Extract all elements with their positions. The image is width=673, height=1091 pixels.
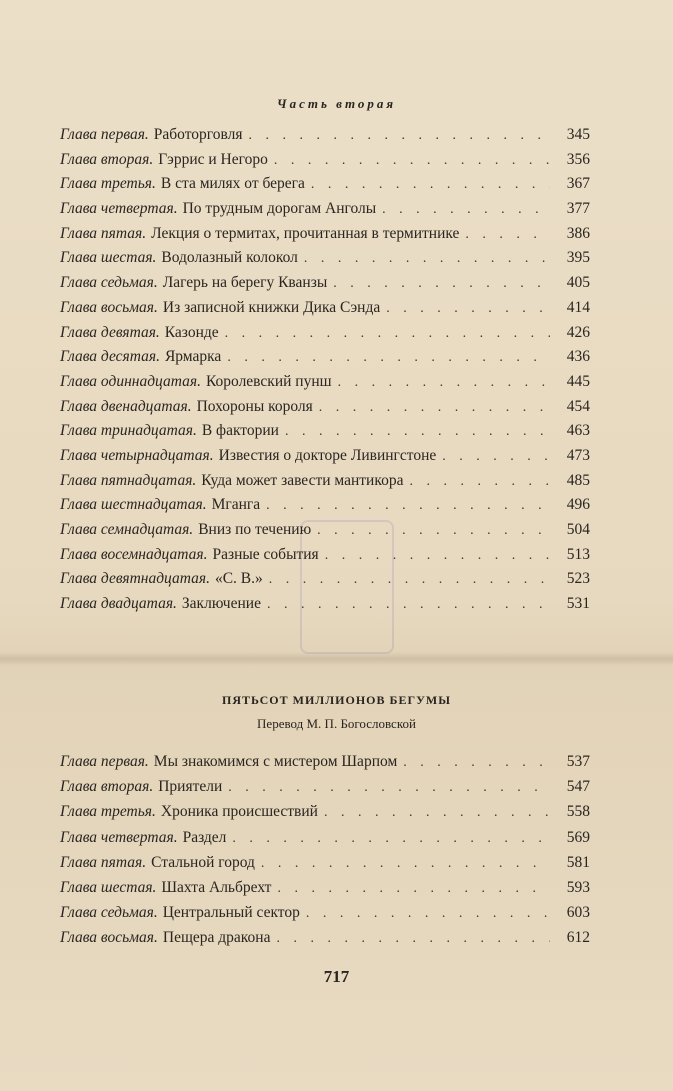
toc-entry bbox=[60, 854, 590, 879]
dot-leader bbox=[338, 375, 550, 391]
toc-entry bbox=[60, 398, 590, 423]
toc-entry bbox=[60, 373, 590, 398]
dot-leader bbox=[319, 400, 550, 416]
dot-leader bbox=[285, 424, 550, 440]
toc-entry bbox=[60, 126, 590, 151]
toc-entry bbox=[60, 929, 590, 954]
chapter-label: Глава третья. bbox=[60, 175, 156, 193]
chapter-page: 473 bbox=[566, 446, 590, 464]
toc-begum bbox=[60, 753, 590, 955]
dot-leader bbox=[274, 153, 550, 169]
chapter-title: Королевский пунш bbox=[205, 372, 332, 390]
chapter-label: Глава первая. bbox=[60, 753, 149, 770]
chapter-title: Мы знакомимся с мистером Шарпом bbox=[153, 753, 398, 770]
chapter-label: Глава пятнадцатая. bbox=[60, 471, 197, 489]
chapter-label: Глава пятая. bbox=[60, 853, 147, 871]
chapter-title: Разные события bbox=[212, 545, 319, 563]
chapter-title: Вниз по течению bbox=[198, 521, 312, 538]
chapter-label: Глава пятая. bbox=[60, 224, 147, 242]
dot-leader bbox=[261, 856, 550, 872]
dot-leader bbox=[267, 597, 550, 613]
chapter-title: Шахта Альбрехт bbox=[161, 878, 272, 896]
chapter-label: Глава шестая. bbox=[60, 249, 157, 267]
dot-leader bbox=[277, 881, 550, 897]
chapter-label: Глава девятая. bbox=[60, 323, 160, 341]
chapter-page: 569 bbox=[566, 828, 590, 846]
toc-entry bbox=[60, 151, 590, 176]
dot-leader bbox=[232, 831, 550, 847]
toc-entry bbox=[60, 753, 590, 778]
dot-leader bbox=[228, 780, 550, 796]
toc-entry bbox=[60, 274, 590, 299]
chapter-title: Водолазный колокол bbox=[161, 249, 298, 267]
chapter-title: Хроника происшествий bbox=[160, 803, 318, 821]
chapter-label: Глава десятая. bbox=[60, 348, 160, 366]
toc-entry bbox=[60, 324, 590, 349]
dot-leader bbox=[306, 906, 550, 922]
toc-entry bbox=[60, 348, 590, 373]
toc-entry bbox=[60, 521, 590, 546]
toc-entry bbox=[60, 422, 590, 447]
chapter-label: Глава шестнадцатая. bbox=[60, 496, 207, 514]
chapter-title: Стальной город bbox=[151, 853, 255, 871]
chapter-page: 558 bbox=[566, 803, 590, 821]
dot-leader bbox=[227, 350, 550, 366]
part-heading: Часть вторая bbox=[276, 96, 397, 111]
chapter-page: 513 bbox=[566, 545, 590, 563]
chapter-label: Глава четырнадцатая. bbox=[60, 446, 214, 464]
dot-leader bbox=[311, 177, 550, 193]
chapter-title: Мганга bbox=[211, 496, 261, 514]
toc-entry bbox=[60, 829, 590, 854]
chapter-title: «С. В.» bbox=[214, 570, 263, 588]
chapter-page: 523 bbox=[566, 570, 590, 588]
chapter-label: Глава восьмая. bbox=[60, 929, 158, 947]
toc-entry bbox=[60, 225, 590, 250]
toc-part-two bbox=[60, 126, 590, 620]
chapter-title: Куда может завести мантикора bbox=[201, 471, 404, 489]
chapter-page: 445 bbox=[566, 372, 590, 390]
chapter-label: Глава восемнадцатая. bbox=[60, 545, 208, 563]
chapter-page: 386 bbox=[566, 224, 590, 242]
chapter-page: 531 bbox=[566, 595, 590, 613]
chapter-page: 496 bbox=[566, 496, 590, 514]
chapter-page: 356 bbox=[566, 150, 590, 168]
chapter-page: 436 bbox=[566, 348, 590, 366]
toc-entry bbox=[60, 472, 590, 497]
dot-leader bbox=[403, 755, 550, 771]
toc-entry bbox=[60, 546, 590, 571]
chapter-title: Заключение bbox=[181, 595, 261, 613]
dot-leader bbox=[225, 326, 550, 342]
chapter-page: 593 bbox=[566, 878, 590, 896]
toc-entry bbox=[60, 595, 590, 620]
chapter-title: В ста милях от берега bbox=[160, 175, 305, 193]
chapter-title: Лагерь на берегу Кванзы bbox=[162, 274, 328, 292]
toc-entry bbox=[60, 879, 590, 904]
chapter-page: 405 bbox=[566, 274, 590, 292]
chapter-page: 612 bbox=[566, 929, 590, 947]
dot-leader bbox=[317, 523, 550, 539]
chapter-title: Пещера дракона bbox=[162, 929, 271, 947]
toc-entry bbox=[60, 496, 590, 521]
chapter-page: 426 bbox=[566, 323, 590, 341]
dot-leader bbox=[325, 548, 550, 564]
chapter-page: 603 bbox=[566, 904, 590, 922]
chapter-page: 395 bbox=[566, 249, 590, 267]
toc-entry bbox=[60, 249, 590, 274]
chapter-page: 454 bbox=[566, 397, 590, 415]
chapter-label: Глава седьмая. bbox=[60, 274, 158, 292]
chapter-label: Глава девятнадцатая. bbox=[60, 570, 210, 588]
chapter-page: 581 bbox=[566, 853, 590, 871]
chapter-title: Лекция о термитах, прочитанная в термитнике bbox=[151, 224, 460, 242]
page-number: 717 bbox=[323, 967, 350, 986]
dot-leader bbox=[333, 276, 550, 292]
toc-entry bbox=[60, 175, 590, 200]
chapter-label: Глава третья. bbox=[60, 803, 156, 821]
page-fold bbox=[0, 652, 673, 666]
chapter-label: Глава одиннадцатая. bbox=[60, 372, 201, 390]
chapter-label: Глава шестая. bbox=[60, 878, 157, 896]
chapter-title: Гэррис и Негоро bbox=[158, 150, 268, 168]
chapter-page: 547 bbox=[566, 778, 590, 796]
dot-leader bbox=[269, 572, 550, 588]
chapter-title: Приятели bbox=[158, 778, 223, 796]
chapter-page: 367 bbox=[566, 175, 590, 193]
dot-leader bbox=[304, 251, 550, 267]
chapter-title: Из записной книжки Дика Сэнда bbox=[162, 298, 381, 316]
chapter-label: Глава седьмая. bbox=[60, 904, 158, 922]
toc-entry bbox=[60, 778, 590, 803]
chapter-label: Глава восьмая. bbox=[60, 298, 158, 316]
chapter-page: 485 bbox=[566, 471, 590, 489]
dot-leader bbox=[248, 128, 550, 144]
chapter-page: 345 bbox=[566, 126, 590, 143]
chapter-title: Работорговля bbox=[153, 126, 243, 143]
book-title: ПЯТЬСОТ МИЛЛИОНОВ БЕГУМЫ bbox=[221, 693, 451, 707]
chapter-page: 463 bbox=[566, 422, 590, 440]
chapter-page: 414 bbox=[566, 298, 590, 316]
chapter-page: 537 bbox=[566, 753, 590, 770]
dot-leader bbox=[386, 301, 550, 317]
chapter-title: Казонде bbox=[164, 323, 219, 341]
dot-leader bbox=[276, 931, 550, 947]
chapter-title: Известия о докторе Ливингстоне bbox=[218, 446, 437, 464]
chapter-page: 377 bbox=[566, 200, 590, 218]
chapter-label: Глава четвертая. bbox=[60, 828, 178, 846]
dot-leader bbox=[324, 805, 550, 821]
chapter-label: Глава двенадцатая. bbox=[60, 397, 192, 415]
chapter-label: Глава вторая. bbox=[60, 150, 154, 168]
chapter-title: В фактории bbox=[201, 422, 279, 440]
chapter-label: Глава первая. bbox=[60, 126, 149, 143]
dot-leader bbox=[465, 227, 550, 243]
chapter-title: Центральный сектор bbox=[162, 904, 300, 922]
chapter-label: Глава вторая. bbox=[60, 778, 154, 796]
toc-entry bbox=[60, 803, 590, 828]
translator-credit: Перевод М. П. Богословской bbox=[257, 716, 416, 731]
toc-entry bbox=[60, 447, 590, 472]
chapter-title: По трудным дорогам Анголы bbox=[182, 200, 377, 218]
toc-entry bbox=[60, 200, 590, 225]
chapter-page: 504 bbox=[566, 521, 590, 538]
chapter-label: Глава тринадцатая. bbox=[60, 422, 197, 440]
dot-leader bbox=[266, 498, 550, 514]
chapter-title: Похороны короля bbox=[196, 397, 313, 415]
toc-entry bbox=[60, 570, 590, 595]
chapter-label: Глава двадцатая. bbox=[60, 595, 177, 613]
chapter-title: Раздел bbox=[182, 828, 227, 846]
dot-leader bbox=[382, 202, 550, 218]
toc-entry bbox=[60, 299, 590, 324]
dot-leader bbox=[442, 449, 550, 465]
chapter-label: Глава семнадцатая. bbox=[60, 521, 194, 538]
dot-leader bbox=[409, 474, 550, 490]
chapter-title: Ярмарка bbox=[164, 348, 222, 366]
toc-entry bbox=[60, 904, 590, 929]
chapter-label: Глава четвертая. bbox=[60, 200, 178, 218]
